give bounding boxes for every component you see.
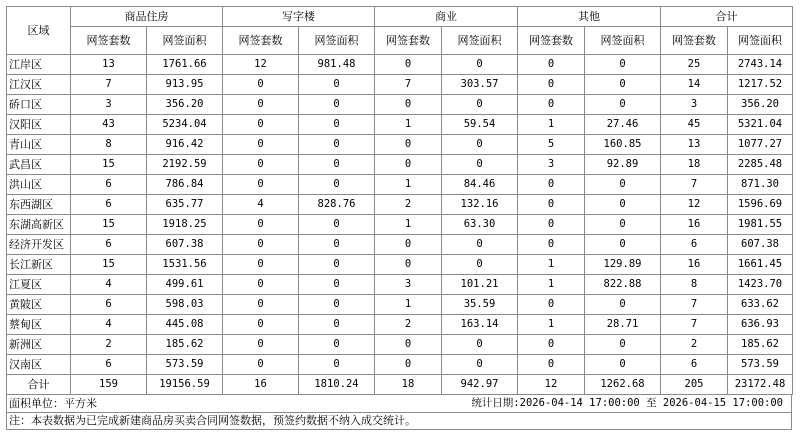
- count-cell: 18: [661, 155, 728, 175]
- area-cell: 633.62: [728, 295, 793, 315]
- count-cell: 12: [518, 375, 585, 395]
- sales-table: [6, 6, 793, 395]
- count-cell: 205: [661, 375, 728, 395]
- area-cell: 0: [442, 355, 518, 375]
- area-cell: 1423.70: [728, 275, 793, 295]
- count-cell: 0: [223, 335, 299, 355]
- group-header-total: 合计: [661, 7, 793, 27]
- count-cell: 7: [661, 175, 728, 195]
- area-cell: 0: [585, 75, 661, 95]
- count-cell: 4: [223, 195, 299, 215]
- table-row: [7, 355, 793, 375]
- group-header-residential: 商品住房: [71, 7, 223, 27]
- area-cell: 0: [585, 295, 661, 315]
- area-cell: 0: [299, 355, 375, 375]
- count-cell: 0: [518, 95, 585, 115]
- table-row: [7, 55, 793, 75]
- table-row: [7, 75, 793, 95]
- count-cell: 0: [375, 135, 442, 155]
- district-name: 长江新区: [7, 255, 71, 275]
- count-cell: 0: [375, 235, 442, 255]
- sub-header-count: 网签套数: [71, 27, 147, 55]
- table-row: [7, 335, 793, 355]
- stats-period: 统计日期:2026-04-14 17:00:00 至 2026-04-15 17:00:00: [471, 397, 783, 409]
- area-cell: 0: [442, 95, 518, 115]
- area-cell: 356.20: [728, 95, 793, 115]
- count-cell: 0: [223, 95, 299, 115]
- sub-header-area: 网签面积: [299, 27, 375, 55]
- sub-header-area: 网签面积: [728, 27, 793, 55]
- sub-header-count: 网签套数: [661, 27, 728, 55]
- district-name: 东西湖区: [7, 195, 71, 215]
- area-cell: 0: [585, 215, 661, 235]
- area-cell: 0: [299, 75, 375, 95]
- area-cell: 916.42: [147, 135, 223, 155]
- area-cell: 573.59: [147, 355, 223, 375]
- count-cell: 8: [71, 135, 147, 155]
- count-cell: 3: [71, 95, 147, 115]
- count-cell: 12: [223, 55, 299, 75]
- area-cell: 0: [299, 235, 375, 255]
- count-cell: 25: [661, 55, 728, 75]
- area-cell: 5234.04: [147, 115, 223, 135]
- area-cell: 35.59: [442, 295, 518, 315]
- count-cell: 6: [71, 235, 147, 255]
- area-cell: 607.38: [728, 235, 793, 255]
- area-cell: 0: [585, 355, 661, 375]
- count-cell: 1: [375, 215, 442, 235]
- district-name: 青山区: [7, 135, 71, 155]
- area-cell: 445.08: [147, 315, 223, 335]
- area-cell: 2192.59: [147, 155, 223, 175]
- count-cell: 7: [71, 75, 147, 95]
- count-cell: 0: [375, 155, 442, 175]
- area-cell: 0: [585, 335, 661, 355]
- area-cell: 19156.59: [147, 375, 223, 395]
- unit-label: 面积单位：平方米: [9, 397, 97, 410]
- count-cell: 18: [375, 375, 442, 395]
- area-cell: 573.59: [728, 355, 793, 375]
- sub-header-count: 网签套数: [223, 27, 299, 55]
- count-cell: 0: [518, 195, 585, 215]
- area-cell: 1810.24: [299, 375, 375, 395]
- count-cell: 0: [223, 255, 299, 275]
- count-cell: 1: [375, 175, 442, 195]
- area-cell: 303.57: [442, 75, 518, 95]
- count-cell: 3: [518, 155, 585, 175]
- count-cell: 12: [661, 195, 728, 215]
- district-name: 汉阳区: [7, 115, 71, 135]
- area-cell: 871.30: [728, 175, 793, 195]
- district-name: 硚口区: [7, 95, 71, 115]
- area-cell: 1918.25: [147, 215, 223, 235]
- district-name: 蔡甸区: [7, 315, 71, 335]
- table-row: [7, 275, 793, 295]
- area-cell: 942.97: [442, 375, 518, 395]
- count-cell: 0: [223, 215, 299, 235]
- count-cell: 0: [223, 275, 299, 295]
- area-cell: 1262.68: [585, 375, 661, 395]
- count-cell: 0: [223, 135, 299, 155]
- count-cell: 15: [71, 215, 147, 235]
- sub-header-area: 网签面积: [442, 27, 518, 55]
- sub-header-count: 网签套数: [518, 27, 585, 55]
- area-cell: 0: [299, 335, 375, 355]
- count-cell: 0: [223, 155, 299, 175]
- area-cell: 132.16: [442, 195, 518, 215]
- count-cell: 2: [71, 335, 147, 355]
- area-cell: 786.84: [147, 175, 223, 195]
- count-cell: 3: [661, 95, 728, 115]
- area-cell: 160.85: [585, 135, 661, 155]
- table-row: [7, 175, 793, 195]
- table-row: [7, 315, 793, 335]
- area-cell: 2743.14: [728, 55, 793, 75]
- area-cell: 5321.04: [728, 115, 793, 135]
- count-cell: 4: [71, 315, 147, 335]
- count-cell: 2: [375, 195, 442, 215]
- area-cell: 23172.48: [728, 375, 793, 395]
- table-row: [7, 195, 793, 215]
- table-note: 注：本表数据为已完成新建商品房买卖合同网签数据，预签约数据不纳入成交统计。: [6, 413, 792, 430]
- count-cell: 0: [375, 55, 442, 75]
- count-cell: 0: [518, 175, 585, 195]
- count-cell: 15: [71, 255, 147, 275]
- area-cell: 828.76: [299, 195, 375, 215]
- header-sub-row: [7, 27, 793, 55]
- table-header: [7, 7, 793, 55]
- area-cell: 0: [442, 235, 518, 255]
- area-cell: 2285.48: [728, 155, 793, 175]
- count-cell: 159: [71, 375, 147, 395]
- count-cell: 0: [223, 315, 299, 335]
- area-cell: 1661.45: [728, 255, 793, 275]
- group-header-commercial: 商业: [375, 7, 518, 27]
- district-name: 汉南区: [7, 355, 71, 375]
- count-cell: 0: [375, 95, 442, 115]
- area-cell: 0: [299, 155, 375, 175]
- area-cell: 0: [442, 335, 518, 355]
- area-cell: 0: [299, 275, 375, 295]
- count-cell: 6: [661, 235, 728, 255]
- count-cell: 0: [375, 255, 442, 275]
- area-cell: 28.71: [585, 315, 661, 335]
- sales-report: [6, 6, 792, 430]
- count-cell: 1: [518, 115, 585, 135]
- sub-header-area: 网签面积: [147, 27, 223, 55]
- count-cell: 13: [71, 55, 147, 75]
- district-name: 洪山区: [7, 175, 71, 195]
- count-cell: 1: [518, 275, 585, 295]
- count-cell: 0: [518, 355, 585, 375]
- area-cell: 1217.52: [728, 75, 793, 95]
- area-cell: 913.95: [147, 75, 223, 95]
- area-cell: 0: [442, 255, 518, 275]
- area-cell: 101.21: [442, 275, 518, 295]
- count-cell: 0: [518, 55, 585, 75]
- count-cell: 14: [661, 75, 728, 95]
- count-cell: 0: [518, 295, 585, 315]
- table-footer: [6, 395, 792, 413]
- table-row: [7, 135, 793, 155]
- area-cell: 636.93: [728, 315, 793, 335]
- count-cell: 43: [71, 115, 147, 135]
- area-cell: 0: [585, 235, 661, 255]
- table-row: [7, 235, 793, 255]
- count-cell: 5: [518, 135, 585, 155]
- area-cell: 0: [442, 135, 518, 155]
- area-cell: 607.38: [147, 235, 223, 255]
- count-cell: 7: [661, 295, 728, 315]
- count-cell: 0: [223, 235, 299, 255]
- table-row: [7, 115, 793, 135]
- area-cell: 0: [299, 115, 375, 135]
- area-cell: 356.20: [147, 95, 223, 115]
- count-cell: 16: [661, 215, 728, 235]
- area-cell: 0: [585, 55, 661, 75]
- sub-header-area: 网签面积: [585, 27, 661, 55]
- area-cell: 598.03: [147, 295, 223, 315]
- table-row: [7, 295, 793, 315]
- area-cell: 0: [585, 195, 661, 215]
- count-cell: 15: [71, 155, 147, 175]
- count-cell: 0: [518, 215, 585, 235]
- header-group-row: [7, 7, 793, 27]
- count-cell: 2: [375, 315, 442, 335]
- area-cell: 0: [299, 215, 375, 235]
- district-name: 江夏区: [7, 275, 71, 295]
- count-cell: 45: [661, 115, 728, 135]
- area-cell: 92.89: [585, 155, 661, 175]
- area-cell: 1596.69: [728, 195, 793, 215]
- table-body: [7, 55, 793, 395]
- area-cell: 59.54: [442, 115, 518, 135]
- table-row: [7, 215, 793, 235]
- area-cell: 185.62: [147, 335, 223, 355]
- group-header-office: 写字楼: [223, 7, 375, 27]
- count-cell: 0: [223, 175, 299, 195]
- count-cell: 16: [661, 255, 728, 275]
- area-cell: 1981.55: [728, 215, 793, 235]
- count-cell: 4: [71, 275, 147, 295]
- count-cell: 6: [71, 195, 147, 215]
- count-cell: 3: [375, 275, 442, 295]
- count-cell: 0: [223, 115, 299, 135]
- area-cell: 0: [299, 95, 375, 115]
- count-cell: 0: [223, 295, 299, 315]
- area-cell: 499.61: [147, 275, 223, 295]
- area-cell: 0: [585, 95, 661, 115]
- total-row: [7, 375, 793, 395]
- area-cell: 0: [442, 155, 518, 175]
- area-cell: 0: [299, 175, 375, 195]
- area-cell: 84.46: [442, 175, 518, 195]
- table-row: [7, 255, 793, 275]
- count-cell: 6: [661, 355, 728, 375]
- area-cell: 163.14: [442, 315, 518, 335]
- area-cell: 822.88: [585, 275, 661, 295]
- district-name: 东湖高新区: [7, 215, 71, 235]
- area-cell: 0: [299, 315, 375, 335]
- count-cell: 0: [375, 355, 442, 375]
- count-cell: 6: [71, 175, 147, 195]
- area-cell: 129.89: [585, 255, 661, 275]
- count-cell: 0: [518, 335, 585, 355]
- district-name: 武昌区: [7, 155, 71, 175]
- group-header-other: 其他: [518, 7, 661, 27]
- area-cell: 1077.27: [728, 135, 793, 155]
- count-cell: 13: [661, 135, 728, 155]
- count-cell: 0: [518, 235, 585, 255]
- count-cell: 1: [518, 255, 585, 275]
- table-row: [7, 155, 793, 175]
- area-cell: 27.46: [585, 115, 661, 135]
- count-cell: 2: [661, 335, 728, 355]
- sub-header-count: 网签套数: [375, 27, 442, 55]
- area-cell: 1761.66: [147, 55, 223, 75]
- district-name: 新洲区: [7, 335, 71, 355]
- count-cell: 7: [375, 75, 442, 95]
- area-cell: 0: [442, 55, 518, 75]
- region-header: 区域: [7, 7, 71, 55]
- count-cell: 0: [518, 75, 585, 95]
- count-cell: 0: [375, 335, 442, 355]
- area-cell: 0: [585, 175, 661, 195]
- area-cell: 1531.56: [147, 255, 223, 275]
- district-name: 经济开发区: [7, 235, 71, 255]
- count-cell: 1: [518, 315, 585, 335]
- count-cell: 1: [375, 295, 442, 315]
- count-cell: 7: [661, 315, 728, 335]
- district-name: 江汉区: [7, 75, 71, 95]
- count-cell: 16: [223, 375, 299, 395]
- area-cell: 0: [299, 255, 375, 275]
- table-row: [7, 95, 793, 115]
- area-cell: 981.48: [299, 55, 375, 75]
- district-name: 黄陂区: [7, 295, 71, 315]
- area-cell: 0: [299, 135, 375, 155]
- count-cell: 6: [71, 295, 147, 315]
- area-cell: 635.77: [147, 195, 223, 215]
- district-name: 江岸区: [7, 55, 71, 75]
- area-cell: 63.30: [442, 215, 518, 235]
- count-cell: 1: [375, 115, 442, 135]
- count-cell: 0: [223, 355, 299, 375]
- count-cell: 6: [71, 355, 147, 375]
- district-name: 合计: [7, 375, 71, 395]
- area-cell: 185.62: [728, 335, 793, 355]
- count-cell: 0: [223, 75, 299, 95]
- count-cell: 8: [661, 275, 728, 295]
- area-cell: 0: [299, 295, 375, 315]
